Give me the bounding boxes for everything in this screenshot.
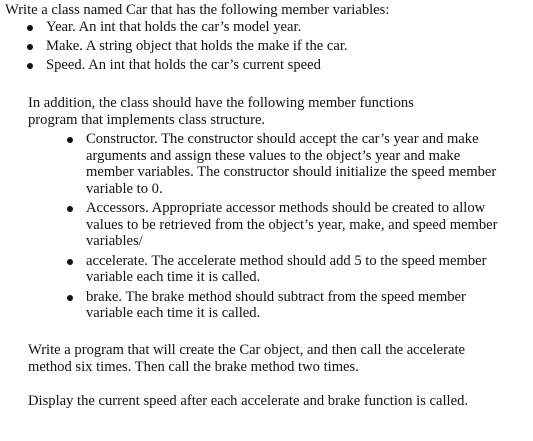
member-variable-text: Make. A string object that holds the make if the car. xyxy=(46,38,348,54)
intro-line: Write a class named Car that has the following member variables: xyxy=(5,2,390,18)
function-line: member variables. The constructor should initialize the speed member xyxy=(86,164,497,180)
list-item xyxy=(46,57,516,76)
functions-intro-line: In addition, the class should have the following member functions xyxy=(28,95,414,111)
function-line: brake. The brake method should subtract from the speed member xyxy=(86,288,466,305)
bullet-icon xyxy=(27,25,33,31)
list-item xyxy=(86,200,516,250)
program-line: Write a program that will create the Car object, and then call the accelerate xyxy=(28,342,465,358)
member-variable-text: Speed. An int that holds the car’s current speed xyxy=(46,57,321,73)
function-line: variable each time it is called. xyxy=(86,269,261,285)
list-item xyxy=(86,131,516,197)
program-paragraph xyxy=(28,342,498,375)
function-line: arguments and assign these values to the object’s year and make xyxy=(86,147,461,164)
function-line: Accessors. Appropriate accessor methods should be created to allow xyxy=(86,200,486,216)
function-line: variable to 0. xyxy=(86,180,163,197)
list-item xyxy=(86,253,516,286)
bullet-icon xyxy=(27,44,33,50)
functions-intro-line: program that implements class structure. xyxy=(28,111,266,128)
bullet-icon xyxy=(27,63,33,69)
list-item xyxy=(46,38,516,57)
functions-intro-paragraph xyxy=(28,95,508,128)
bullet-icon xyxy=(67,137,73,143)
display-paragraph: Display the current speed after each accelerate and brake function is called. xyxy=(28,393,469,409)
function-line: Constructor. The constructor should accept the car’s year and make xyxy=(86,131,479,147)
function-line: variable each time it is called. xyxy=(86,305,261,321)
function-line: accelerate. The accelerate method should add 5 to the speed member xyxy=(86,252,487,269)
list-item xyxy=(86,289,516,322)
member-functions-list xyxy=(86,131,516,325)
bullet-icon xyxy=(67,295,73,301)
member-variables-list xyxy=(46,19,516,76)
member-variable-text: Year. An int that holds the car’s model year. xyxy=(46,19,302,35)
function-line: variables/ xyxy=(86,233,143,249)
bullet-icon xyxy=(67,259,73,265)
bullet-icon xyxy=(67,206,73,212)
function-line: values to be retrieved from the object’s year, make, and speed member xyxy=(86,216,498,233)
program-line: method six times. Then call the brake method two times. xyxy=(28,358,359,375)
list-item xyxy=(46,19,516,38)
